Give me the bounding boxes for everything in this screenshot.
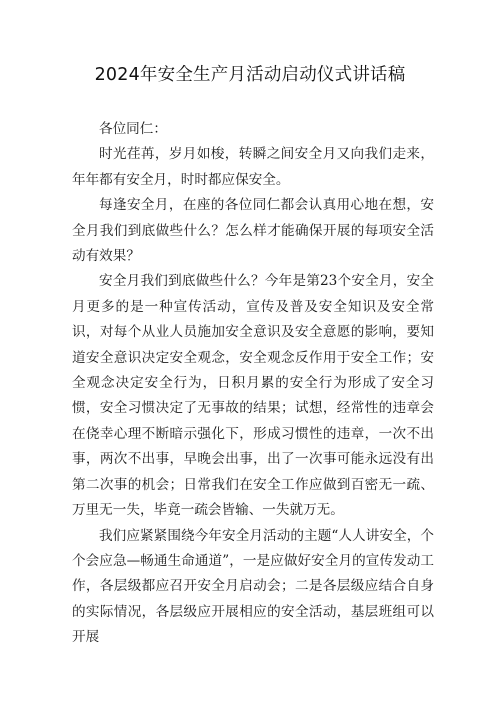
- greeting: 各位同仁：: [99, 121, 167, 137]
- document-body: [72, 117, 434, 651]
- paragraph-1: 时光荏苒，岁月如梭，转瞬之间安全月又向我们走来，年年都有安全月，时时都应保安全。: [72, 146, 434, 188]
- paragraph-2: 每逢安全月，在座的各位同仁都会认真用心地在想，安全月我们到底做些什么？怎么样才能确保开展的每项安全活动有效果？: [72, 197, 434, 265]
- paragraph-4: 我们应紧紧围绕今年安全月活动的主题“人人讲安全，个个会应急—畅通生命通道”，一是应做好安全月的宣传发动工作，各层级都应召开安全月启动会；二是各层级应结合自身的实际情况，各层级应开展相应的安全活动，基层班组可以开展: [72, 527, 434, 646]
- paragraph-3: 安全月我们到底做些什么？今年是第23个安全月，安全月更多的是一种宣传活动，宣传及普及安全知识及安全常识，对每个从业人员施加安全意识及安全意愿的影响，要知道安全意识决定安全观念，安全观念反作用于安全工作；安全观念决定安全行为，日积月累的安全行为形成了安全习惯，安全习惯决定了无事故的结果；试想，经常性的违章会在侥幸心理不断暗示强化下，形成习惯性的违章，一次不出事，两次不出事，早晚会出事，出了一次事可能永远没有出第二次事的机会；日常我们在安全工作应做到百密无一疏、万里无一失，毕竟一疏会皆输、一失就万无。: [72, 273, 434, 519]
- document-title: 2024年安全生产月活动启动仪式讲话稿: [94, 65, 406, 85]
